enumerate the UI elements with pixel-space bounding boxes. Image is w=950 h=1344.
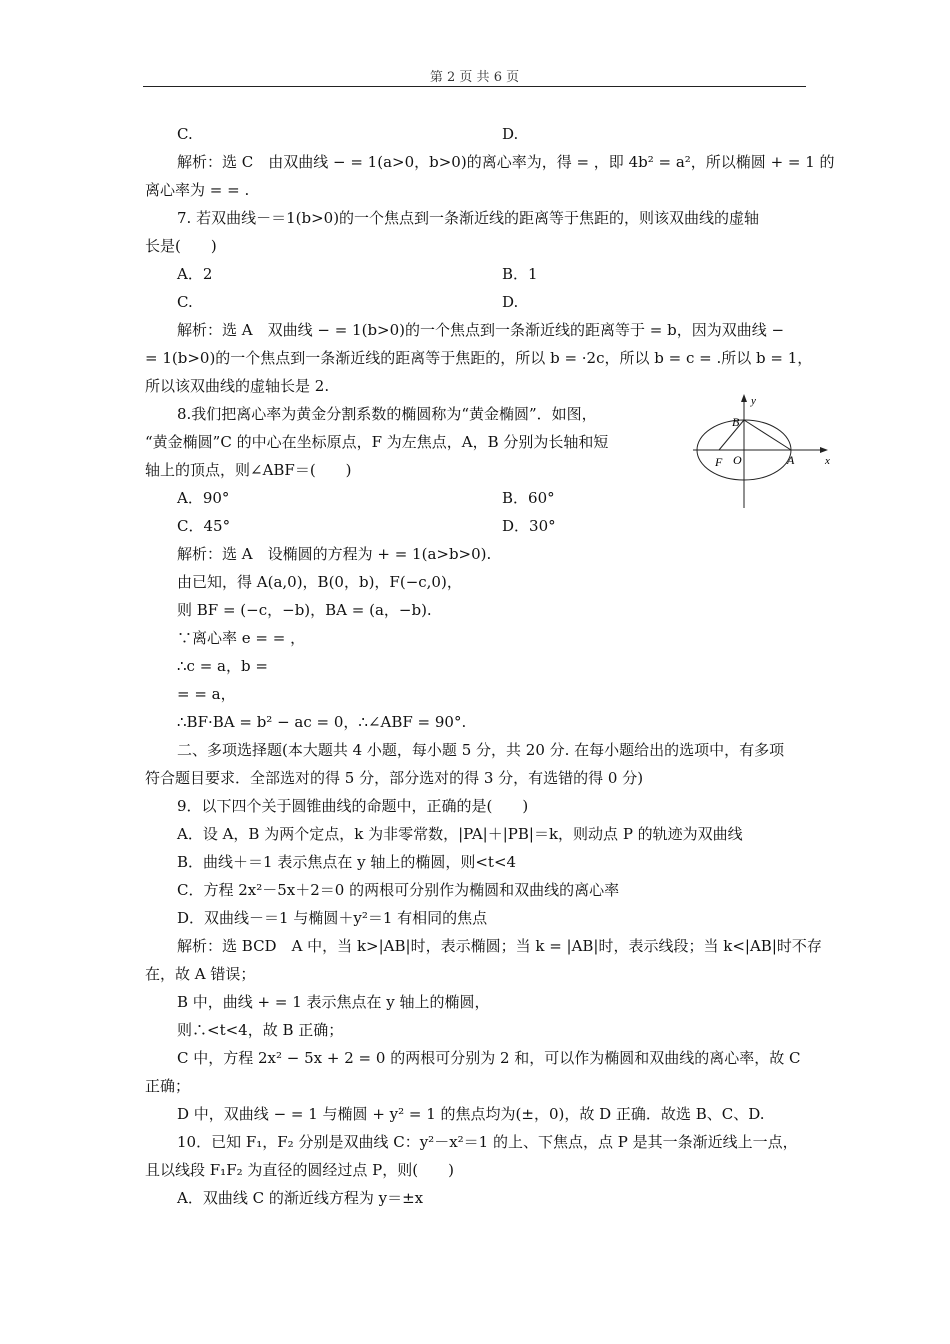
q7-analysis-line-3: 所以该双曲线的虚轴长是 2.	[145, 377, 330, 395]
q7-option-d: D.	[502, 293, 519, 311]
q6-option-c: C.	[177, 125, 193, 143]
q9-option-c: C．方程 2x²－5x＋2＝0 的两根可分别作为椭圆和双曲线的离心率	[177, 881, 620, 899]
q8-option-b: B．60°	[502, 489, 555, 507]
q7-option-a: A．2	[177, 265, 213, 283]
document-body	[145, 120, 835, 1212]
q8-analysis-line-4: ∵离心率 e = = ，	[177, 629, 306, 647]
q8-option-a: A．90°	[177, 489, 230, 507]
q9-analysis-line-7: D 中，双曲线 − = 1 与椭圆 + y² = 1 的焦点均为(±，0)，故 D 正确．故选 B、C、D.	[177, 1105, 765, 1123]
q7-options-cd	[145, 288, 807, 316]
q8-stem-line-3: 轴上的顶点，则∠ABF＝( )	[145, 461, 352, 479]
q10-option-a: A．双曲线 C 的渐近线方程为 y＝±x	[177, 1189, 424, 1207]
q8-analysis-line-5: ∴c = a，b =	[177, 657, 268, 675]
q9-option-a: A．设 A，B 为两个定点，k 为非零常数，|PA|＋|PB|＝k，则动点 P 的轨迹为双曲线	[177, 825, 743, 843]
label-b: B	[732, 415, 740, 429]
q6-analysis-line-2: 离心率为 = = .	[145, 181, 250, 199]
q8-option-c: C．45°	[177, 517, 231, 535]
header-rule	[143, 86, 806, 87]
q9-analysis-line-3: B 中，曲线 + = 1 表示焦点在 y 轴上的椭圆，	[177, 993, 490, 1011]
q9-analysis-line-1: 解析：选 BCD A 中，当 k>|AB|时，表示椭圆；当 k = |AB|时，表示线段；当 k<|AB|时不存	[177, 937, 822, 955]
q8-option-d: D．30°	[502, 517, 556, 535]
label-o: O	[733, 453, 742, 467]
q9-analysis-line-4: 则∴<t<4，故 B 正确；	[177, 1021, 344, 1039]
q7-option-c: C.	[177, 293, 193, 311]
x-axis-arrow	[820, 447, 828, 453]
label-a: A	[787, 453, 795, 467]
q10-stem-line-1: 10．已知 F₁，F₂ 分别是双曲线 C：y²－x²＝1 的上、下焦点，点 P 是其一条渐近线上一点，	[177, 1133, 798, 1151]
y-axis-arrow	[741, 394, 747, 402]
q9-option-d: D．双曲线－＝1 与椭圆＋y²＝1 有相同的焦点	[177, 909, 488, 927]
q7-stem-line-1: 7. 若双曲线－＝1(b>0)的一个焦点到一条渐近线的距离等于焦距的，则该双曲线的虚轴	[177, 209, 760, 227]
section-2-heading-line-2: 符合题目要求．全部选对的得 5 分，部分选对的得 3 分，有选错的得 0 分)	[145, 769, 644, 787]
q9-option-b: B．曲线＋＝1 表示焦点在 y 轴上的椭圆，则<t<4	[177, 853, 517, 871]
section-2-heading-line-1: 二、多项选择题(本大题共 4 小题，每小题 5 分，共 20 分. 在每小题给出的选项中，有多项	[177, 741, 785, 759]
q8-analysis-line-6: = = a，	[177, 685, 236, 703]
segment-ba	[744, 420, 791, 450]
q9-analysis-line-6: 正确；	[145, 1077, 191, 1095]
q8-analysis-line-3: 则 BF = (−c，−b)，BA = (a，−b).	[177, 601, 432, 619]
q7-option-b: B．1	[502, 265, 538, 283]
q8-analysis-line-1: 解析：选 A 设椭圆的方程为 + = 1(a>b>0).	[177, 545, 492, 563]
label-x: x	[825, 455, 830, 467]
q8-analysis-line-2: 由已知，得 A(a,0)，B(0，b)，F(−c,0)，	[177, 573, 462, 591]
q8-block	[145, 395, 830, 736]
label-y: y	[751, 395, 756, 407]
q7-analysis-line-1: 解析：选 A 双曲线 − = 1(b>0)的一个焦点到一条渐近线的距离等于 = b，因为双曲线 −	[177, 321, 785, 339]
ellipse-figure	[683, 392, 833, 510]
q8-analysis-line-7: ∴BF·BA = b² − ac = 0，∴∠ABF = 90°.	[177, 713, 467, 731]
label-f: F	[715, 455, 723, 469]
q7-stem-line-2: 长是( )	[145, 237, 217, 255]
q7-analysis-line-2: = 1(b>0)的一个焦点到一条渐近线的距离等于焦距的，所以 b = ·2c，所以 b = c = .所以 b = 1，	[145, 349, 813, 367]
q8-stem-line-2: “黄金椭圆”C 的中心在坐标原点，F 为左焦点，A，B 分别为长轴和短	[145, 433, 609, 451]
q6-options-cd	[145, 120, 807, 148]
q9-analysis-line-5: C 中，方程 2x² − 5x + 2 = 0 的两根可分别为 2 和，可以作为椭圆和双曲线的离心率，故 C	[177, 1049, 801, 1067]
q6-analysis-line-1: 解析：选 C 由双曲线 − = 1(a>0，b>0)的离心率为，得 = ，即 4b² = a²，所以椭圆 + = 1 的	[177, 153, 835, 171]
q9-analysis-line-2: 在，故 A 错误；	[145, 965, 256, 983]
q8-stem-line-1: 8.我们把离心率为黄金分割系数的椭圆称为“黄金椭圆”．如图，	[177, 405, 597, 423]
page-number: 第 2 页 共 6 页	[429, 70, 520, 85]
q8-options-cd	[145, 512, 807, 540]
q9-stem: 9．以下四个关于圆锥曲线的命题中，正确的是( )	[177, 797, 529, 815]
q6-option-d: D.	[502, 125, 519, 143]
q7-options-ab	[145, 260, 807, 288]
q10-stem-line-2: 且以线段 F₁F₂ 为直径的圆经过点 P，则( )	[145, 1161, 454, 1179]
